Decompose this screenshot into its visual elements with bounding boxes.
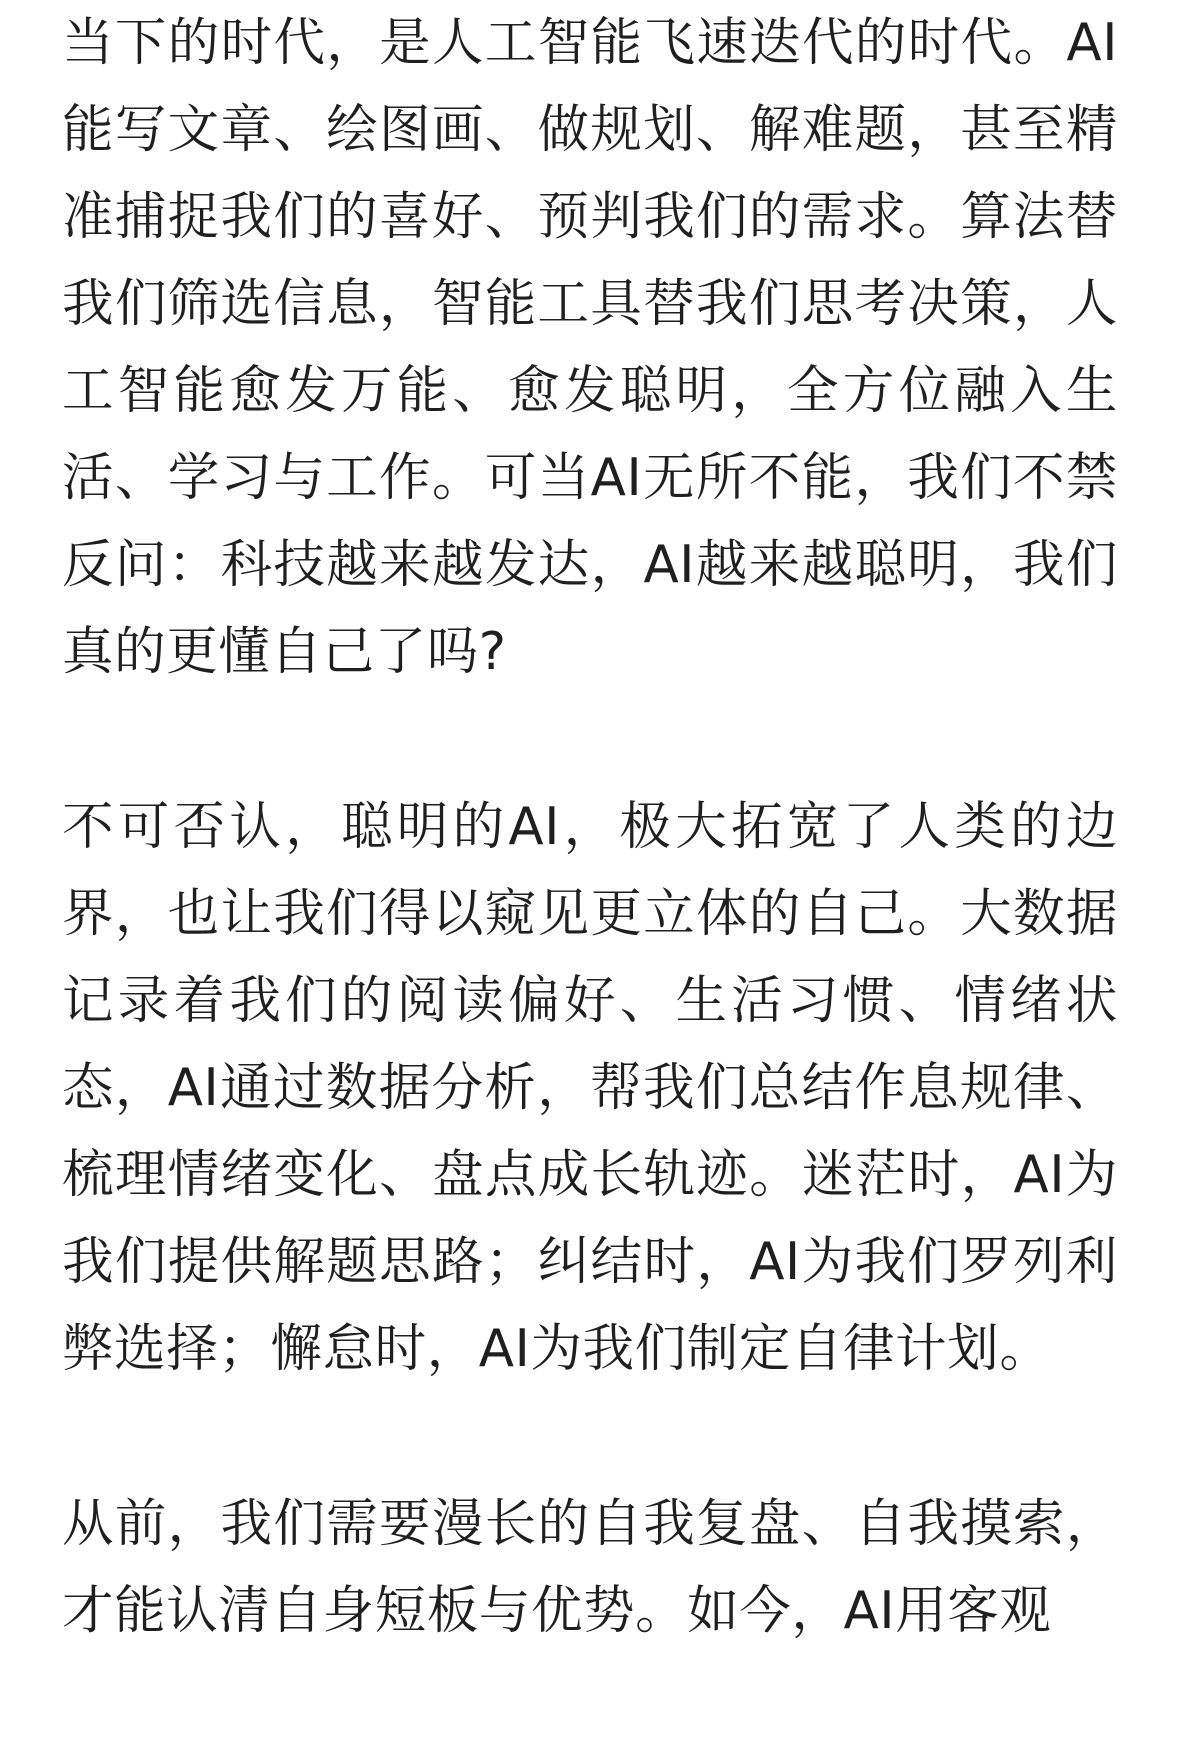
paragraph-3: 从前，我们需要漫长的自我复盘、自我摸索，才能认清自身短板与优势。如今，AI用客观 [62, 1494, 1118, 1641]
paragraph-2: 不可否认，聪明的AI，极大拓宽了人类的边界，也让我们得以窥见更立体的自己。大数据记录着我们的阅读偏好、生活习惯、情绪状态，AI通过数据分析，帮我们总结作息规律、梳理情绪变化、盘点成长轨迹。迷茫时，AI为我们提供解题思路；纠结时，AI为我们罗列利弊选择；懈怠时，AI为我们制定自律计划。 [62, 797, 1118, 1379]
paragraph-1: 当下的时代，是人工智能飞速迭代的时代。AI能写文章、绘图画、做规划、解难题，甚至精准捕捉我们的喜好、预判我们的需求。算法替我们筛选信息，智能工具替我们思考决策，人工智能愈发万能、愈发聪明，全方位融入生活、学习与工作。可当AI无所不能，我们不禁反问：科技越来越发达，AI越来越聪明，我们真的更懂自己了吗? [62, 13, 1118, 682]
article-body [62, 0, 1118, 1743]
